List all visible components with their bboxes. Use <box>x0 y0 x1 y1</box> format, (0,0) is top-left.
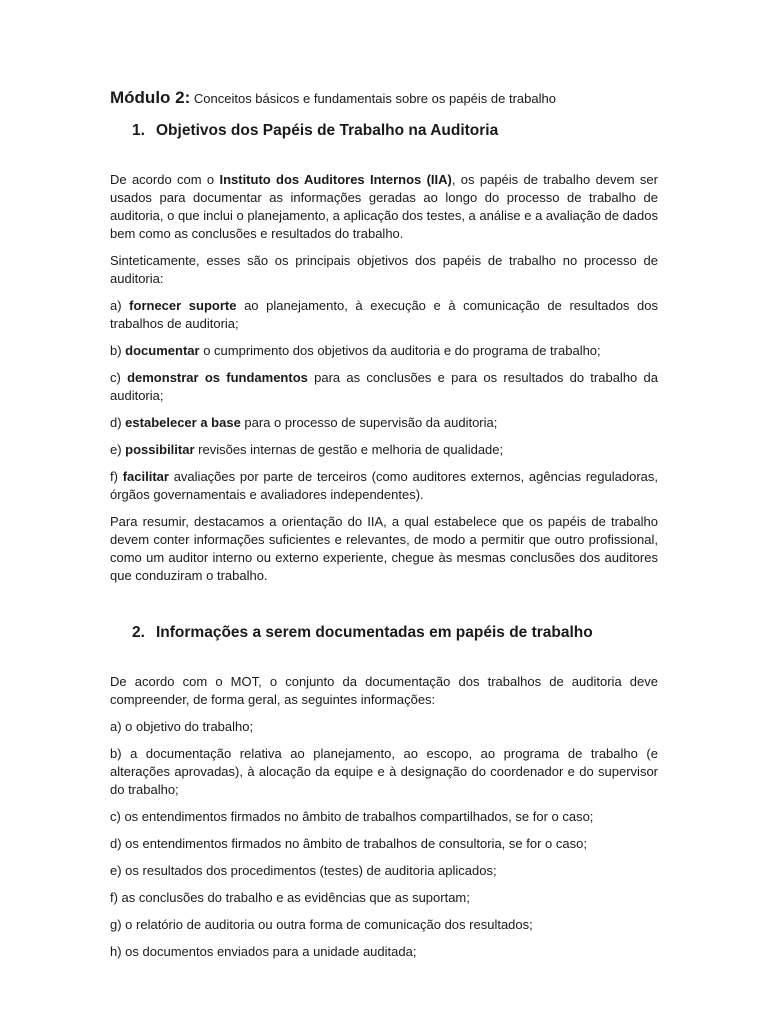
item-prefix: e) <box>110 442 126 457</box>
item-prefix: a) <box>110 298 130 313</box>
objective-item <box>110 468 658 504</box>
section-1-intro <box>110 171 658 243</box>
info-item: e) os resultados dos procedimentos (testes) de auditoria aplicados; <box>110 863 497 878</box>
objective-item <box>110 297 658 333</box>
item-bold: fornecer suporte <box>129 298 237 313</box>
module-title-lead: Módulo 2: <box>110 88 191 107</box>
item-bold: estabelecer a base <box>125 415 241 430</box>
item-text: ao planejamento, à execução e à comunicação de resultados dos trabalhos de auditoria; <box>110 298 658 331</box>
section-2-heading <box>132 623 658 643</box>
objective-item <box>110 441 658 459</box>
section-2-title: Informações a serem documentadas em papéis de trabalho <box>156 624 593 641</box>
item-text: para as conclusões e para os resultados do trabalho da auditoria; <box>110 370 658 403</box>
module-title <box>110 88 658 109</box>
info-item: b) a documentação relativa ao planejamento, ao escopo, ao programa de trabalho (e alterações aprovadas), à alocação da equipe e à designação do coordenador e do supervisor do trabalho; <box>110 746 658 797</box>
item-prefix: b) <box>110 343 126 358</box>
intro-bold: Instituto dos Auditores Internos (IIA) <box>219 172 452 187</box>
objective-item <box>110 414 658 432</box>
section-2-intro: De acordo com o MOT, o conjunto da documentação dos trabalhos de auditoria deve compreender, de forma geral, as seguintes informações: <box>110 674 658 707</box>
item-prefix: d) <box>110 415 126 430</box>
objective-item <box>110 369 658 405</box>
info-item: c) os entendimentos firmados no âmbito de trabalhos compartilhados, se for o caso; <box>110 809 594 824</box>
intro-text: De acordo com o <box>110 172 220 187</box>
module-title-subtitle: Conceitos básicos e fundamentais sobre os papéis de trabalho <box>193 91 556 106</box>
objective-item <box>110 342 658 360</box>
section-1-closing: Para resumir, destacamos a orientação do IIA, a qual estabelece que os papéis de trabalho devem conter informações suficientes e relevantes, de modo a permitir que outro profissional, como um auditor interno ou externo experiente, chegue às mesmas conclusões dos auditores que conduziram o trabalho. <box>110 514 658 583</box>
info-item: d) os entendimentos firmados no âmbito de trabalhos de consultoria, se for o caso; <box>110 836 587 851</box>
item-text: o cumprimento dos objetivos da auditoria e do programa de trabalho; <box>199 343 601 358</box>
item-bold: possibilitar <box>125 442 195 457</box>
info-item: a) o objetivo do trabalho; <box>110 719 254 734</box>
section-1-summary: Sinteticamente, esses são os principais objetivos dos papéis de trabalho no processo de auditoria: <box>110 253 658 286</box>
info-item: g) o relatório de auditoria ou outra forma de comunicação dos resultados; <box>110 917 533 932</box>
section-1-title: Objetivos dos Papéis de Trabalho na Auditoria <box>156 122 499 139</box>
section-2-number: 2. <box>132 624 145 641</box>
intro-text-rest: , os papéis de trabalho devem ser usados para documentar as informações geradas ao longo do processo de trabalho de auditoria, o que inclui o planejamento, a aplicação dos testes, a análise e a avaliação de dados bem como as conclusões e resultados do trabalho. <box>110 172 658 241</box>
item-prefix: c) <box>110 370 128 385</box>
section-1-number: 1. <box>132 122 145 139</box>
info-item: h) os documentos enviados para a unidade auditada; <box>110 944 417 959</box>
item-text: avaliações por parte de terceiros (como auditores externos, agências reguladoras, órgãos governamentais e avaliadores independentes). <box>110 469 658 502</box>
section-1-heading <box>132 121 658 141</box>
item-bold: facilitar <box>122 469 169 484</box>
info-item: f) as conclusões do trabalho e as evidências que as suportam; <box>110 890 470 905</box>
item-bold: documentar <box>125 343 200 358</box>
item-text: para o processo de supervisão da auditoria; <box>240 415 498 430</box>
item-prefix: f) <box>110 469 123 484</box>
item-bold: demonstrar os fundamentos <box>127 370 308 385</box>
item-text: revisões internas de gestão e melhoria de qualidade; <box>194 442 504 457</box>
